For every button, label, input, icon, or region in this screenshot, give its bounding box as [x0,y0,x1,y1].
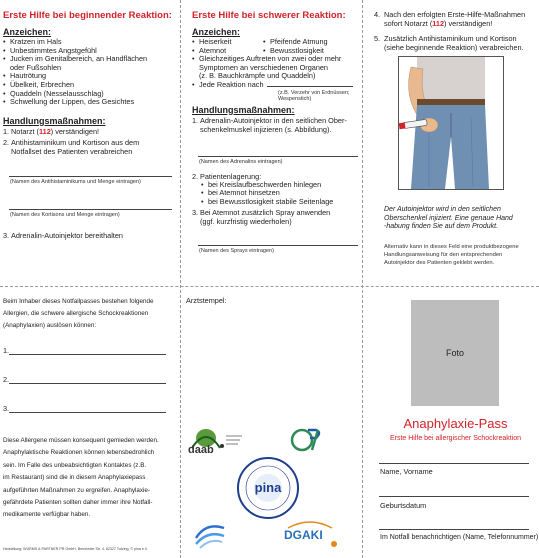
list-item: • bei Bewusstlosigkeit stabile Seitenlage [208,198,360,207]
illustration-caption: Der Autoinjektor wird in den seitlichen Oberschenkel injiziert. Eine genaue Hand -habung finden Sie auf dem Produkt. [384,206,513,231]
allergy-row-3: 3. [3,404,178,413]
signs-col-b [263,38,328,55]
list-item: 3. Bei Atemnot zusätzlich Spray anwenden (ggf. kurzfristig wiederholen) [192,208,331,227]
list-item: • Atemnot [199,47,263,56]
name-field[interactable] [379,463,529,464]
list-item: • bei Atemnot hinsetzen [208,189,360,198]
dgaki-wordmark: DGAKI [284,528,323,542]
list-item: 1. Adrenalin-Autoinjektor in den seitlichen Ober- schenkelmuskel injizieren (s. Abbildung). [192,115,347,134]
panel-title: Erste Hilfe bei schwerer Reaktion: [192,10,346,21]
list-item: • Übelkeit, Erbrechen [10,81,178,90]
signs-heading: Anzeichen: [192,27,241,37]
emergency-contact-label: Im Notfall benachrichtigen (Name, Telefonnummer) [380,534,539,541]
swirl-logo-mark [192,520,228,550]
list-item: • Jede Reaktion nach [199,81,360,90]
pina-logo [236,456,300,520]
list-item: 1. Notarzt (112) verständigen! [3,126,100,136]
photo-placeholder[interactable]: Foto [411,300,499,406]
spray-label: (Namen des Sprays eintragen) [199,248,274,255]
gpa-logo [290,426,324,456]
steps-list [374,10,536,52]
measures-list-cont-2 [192,208,360,226]
antihistamine-label: (Namen des Antihistaminikums und Menge eintragen) [10,178,141,185]
allergy-field-1[interactable] [9,354,166,355]
autoinjector-illustration [398,56,504,190]
signs-list [192,55,360,89]
adrenalin-label: (Namen des Adrenalins eintragen) [199,158,283,165]
list-item: 5. Zusätzlich Antihistaminikum und Kortison (siehe beginnende Reaktion) verabreichen. [374,34,524,52]
trigger-field[interactable] [267,86,353,87]
signs-columns [192,38,360,55]
measures-list [3,127,178,156]
name-label: Name, Vorname [380,467,433,476]
list-item: • Quaddeln (Nesselausschlag) [10,90,178,99]
panel-title: Erste Hilfe bei beginnender Reaktion: [3,10,172,21]
cortisone-field[interactable] [9,199,172,210]
dgaki-logo [284,518,342,552]
measures-heading: Handlungsmaßnahmen: [192,104,295,115]
allergy-field-3[interactable] [9,412,166,413]
signs-col-a [192,38,263,55]
birthdate-field[interactable] [379,496,529,497]
list-item: 2. Patientenlagerung: [192,171,262,181]
daab-wordmark: daab [188,444,214,456]
measures-list-cont [3,231,178,240]
fold-line-middle [0,286,539,287]
list-item: oder Fußsohlen [10,62,62,72]
list-item: • bei Kreislaufbeschwerden hinlegen [208,181,360,190]
pass-title: Anaphylaxie-Pass [403,416,508,431]
pass-subtitle: Erste Hilfe bei allergischer Schockreaktion [389,435,522,442]
doctor-stamp-label: Arztstempel: [186,296,227,305]
imprint-footer: Herstellung: WURMS & PARTNER PR GmbH, Bernrieder Str. 4, 82327 Tutzing, © pina e.V. [3,547,148,551]
panel-beginning-reaction [3,10,178,282]
fold-line-2 [362,0,363,558]
pina-wordmark: pina [254,480,282,495]
list-item: • Kratzen im Hals [10,38,178,47]
allergy-row-2: 2. [3,375,178,384]
fold-line-1 [180,0,181,558]
daab-logo [186,424,248,458]
signs-list [3,38,178,107]
panel-further-steps [374,10,536,282]
list-item: • Pfeifende Atmung [270,38,328,47]
list-item: 2. Antihistaminikum und Kortison aus dem Notfallset des Patienten verabreichen [3,137,140,156]
measures-list [192,116,360,134]
list-item: 3. Adrenalin-Autoinjektor bereithalten [3,230,123,240]
list-item: • Bewusstlosigkeit [270,47,328,56]
list-item: • Heiserkeit [199,38,263,47]
panel-doctor-stamp [186,296,360,558]
positioning-list [192,181,360,207]
panel-allergies [3,296,178,558]
adrenalin-field[interactable] [198,146,358,157]
list-item: • Gleichzeitiges Auftreten von zwei oder mehr Symptomen an verschiedenen Organen (z. B. Bauchkrämpfe und Quaddeln) [199,55,360,81]
swirl-logo [192,520,228,550]
allergy-intro: Beim Inhaber dieses Notfallpasses bestehen folgende Allergien, die schwere allergische Schockreaktionen (Anaphylaxien) auslösen können: [3,298,154,329]
avoidance-warning: Diese Allergene müssen konsequent gemieden werden. Anaphylaktische Reaktionen können lebensbedrohlich sein. Im Falle des unbeabsichtigten Kontaktes (z.B. im Restaurant) sind die in diesem Anaphylaxiepass aufgeführten Maßnahmen zu ergreifen. Anaphylaxie- gefährdete Patienten sollten daher immer ihre Notfall- medikamente verfügbar haben. [3,437,159,519]
birthdate-label: Geburtsdatum [380,501,427,510]
allergy-field-2[interactable] [9,383,166,384]
list-item: 4. Nach den erfolgten Erste-Hilfe-Maßnahmen sofort Notarzt (112) verständigen! [374,10,526,28]
trigger-note: (z.B. Verzehr von Erdnüssen; Wespenstich) [278,89,350,103]
antihistamine-field[interactable] [9,166,172,177]
list-item: • Unbestimmtes Angstgefühl [10,47,178,56]
allergy-row-1: 1. [3,346,178,355]
measures-heading: Handlungsmaßnahmen: [3,115,106,126]
emergency-contact-field[interactable] [379,529,529,530]
panel-severe-reaction [192,10,360,282]
list-item: • Hautrötung [10,72,178,81]
signs-heading: Anzeichen: [3,27,52,37]
alternative-note: Alternativ kann in dieses Feld eine produktbezogene Handlungsanweisung für den entsprechenden Autoinjektor des Patienten geklebt werden. [384,244,519,266]
gpa-logo-mark [290,426,324,456]
spray-field[interactable] [198,235,358,246]
list-item: • Jucken im Genitalbereich, an Handflächen [10,55,178,64]
list-item: • Schwellung der Lippen, des Gesichtes [10,98,178,107]
cortisone-label: (Namen des Kortisons und Menge eintragen) [10,211,120,218]
